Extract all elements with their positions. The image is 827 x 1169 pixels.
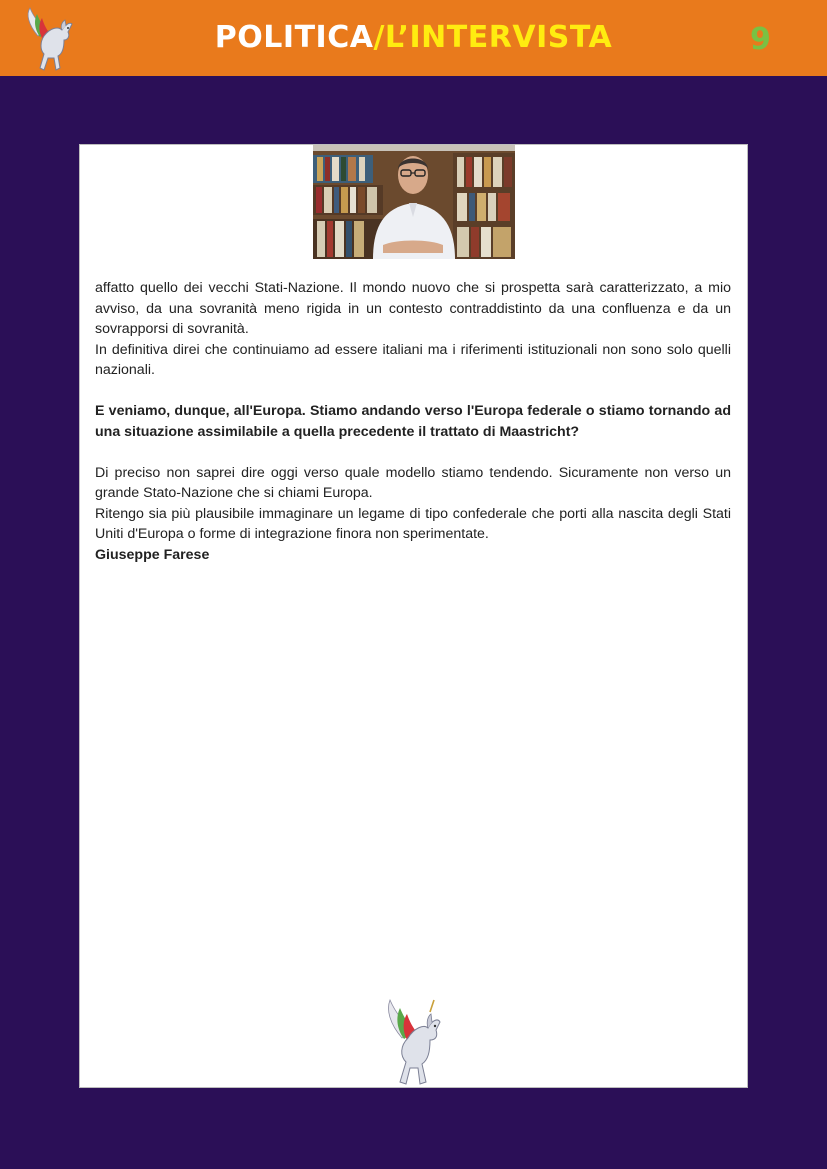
interview-answer: Di preciso non saprei dire oggi verso quale modello stiamo tendendo. Sicuramente non verso un grande Stato-Nazione che si chiami Europa. — [95, 464, 731, 501]
article-paragraph: affatto quello dei vecchi Stati-Nazione. Il mondo nuovo che si prospetta sarà caratterizzato, a mio avviso, da una sovranità meno rigida in un contesto contraddistinto da una confluenza e da un sovrapporsi di sovranità. — [95, 280, 731, 337]
interview-answer: Ritengo sia più plausibile immaginare un legame di tipo confederale che porti alla nascita degli Stati Uniti d'Europa o forme di integrazione finora non sperimentate. — [95, 505, 731, 542]
article-paragraph: In definitiva direi che continuiamo ad essere italiani ma i riferimenti istituzionali non sono solo quelli nazionali. — [95, 341, 731, 378]
page-header — [0, 0, 827, 76]
article-body — [95, 278, 731, 565]
interview-photo — [313, 145, 515, 259]
author-signature: Giuseppe Farese — [95, 546, 210, 563]
section-title-intervista: L’INTERVISTA — [384, 20, 613, 55]
page-number: 9 — [750, 22, 771, 57]
section-title-politica: POLITICA — [214, 20, 374, 55]
article-panel — [79, 144, 748, 1088]
pegasus-icon — [380, 998, 448, 1088]
section-title-separator: / — [373, 20, 385, 55]
interview-question: E veniamo, dunque, all'Europa. Stiamo andando verso l'Europa federale o stiamo tornando ad una situazione assimilabile a quella precedente il trattato di Maastricht? — [95, 403, 731, 440]
section-title — [0, 18, 827, 58]
